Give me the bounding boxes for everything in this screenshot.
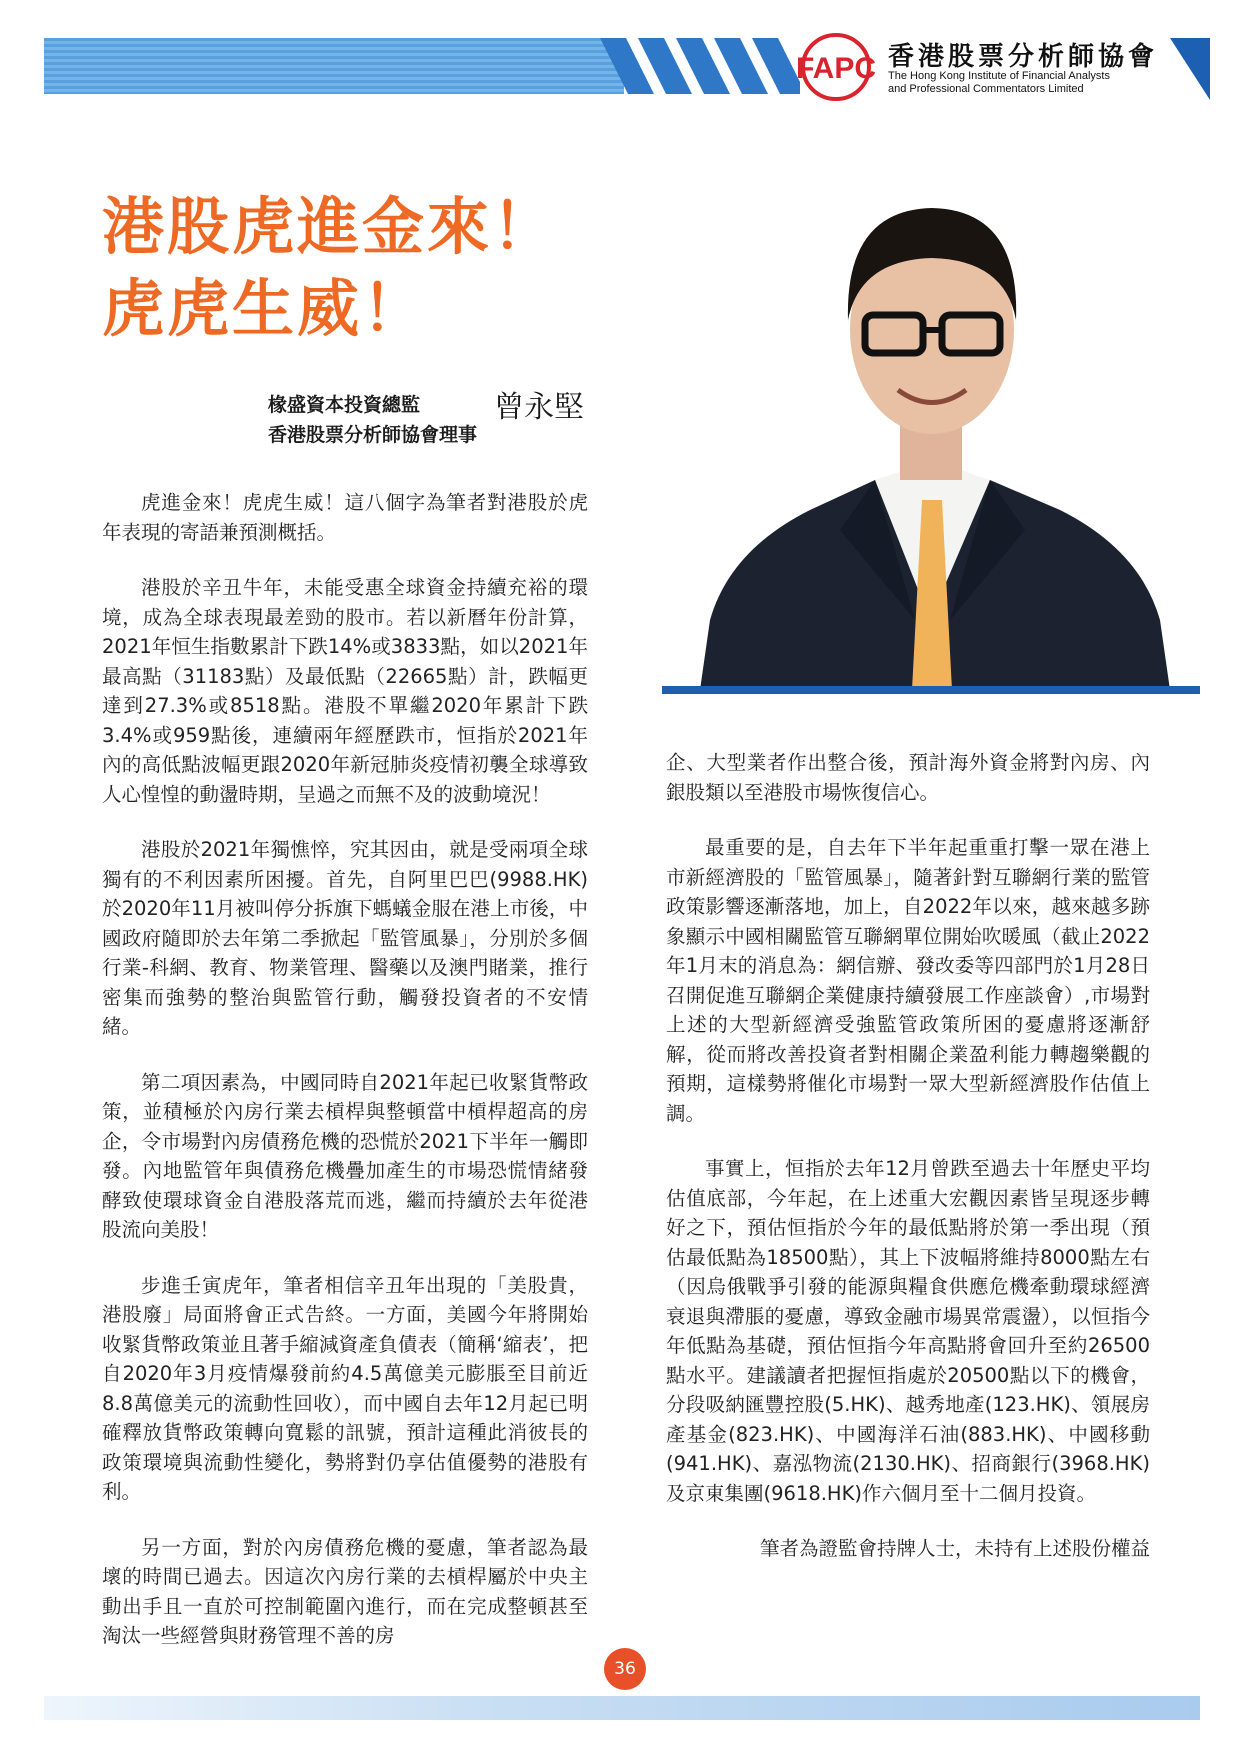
association-logo <box>795 32 877 102</box>
org-name-english-line2: and Professional Commentators Limited <box>888 83 1084 95</box>
paragraph: 步進壬寅虎年，筆者相信辛丑年出現的「美股貴，港股廢」局面將會正式告終。一方面，美國今年將開始收緊貨幣政策並且著手縮減資產負債表（簡稱‘縮表’，把自2020年3月疫情爆發前約4.5萬億美元膨脹至目前近8.8萬億美元的流動性回收），而中國自去年12月起已明確釋放貨幣政策轉向寬鬆的訊號，預計這種此消彼長的政策環境與流動性變化，勢將對仍享估值優勢的港股有利。 <box>102 1273 588 1503</box>
paragraph: 虎進金來！虎虎生威！這八個字為筆者對港股於虎年表現的寄語兼預測概括。 <box>102 491 588 544</box>
paragraph: 事實上，恒指於去年12月曾跌至過去十年歷史平均估值底部，今年起，在上述重大宏觀因素皆呈現逐步轉好之下，預估恒指於今年的最低點將於第一季出現（預估最低點為18500點），其上下波幅將維持8000點左右（因烏俄戰爭引發的能源與糧食供應危機牽動環球經濟衰退與滯脹的憂慮，導致金融市場異常震盪），以恒指今年低點為基礎，預估恒指今年高點將會回升至約26500點水平。建議讀者把握恒指處於20500點以下的機會，分段吸納匯豐控股(5.HK)、越秀地產(123.HK)、領展房產基金(823.HK)、中國海洋石油(883.HK)、中國移動(941.HK)、嘉泓物流(2130.HK)、招商銀行(3968.HK)及京東集團(9618.HK)作六個月至十二個月投資。 <box>666 1157 1150 1505</box>
author-byline <box>268 390 584 450</box>
author-position: 椽盛資本投資總監 <box>268 394 421 416</box>
paragraph: 港股於2021年獨憔悴，究其因由，就是受兩項全球獨有的不利因素所困擾。首先，自阿里巴巴(9988.HK)於2020年11月被叫停分拆旗下螞蟻金服在港上市後，中國政府隨即於去年第二季掀起「監管風暴」，分別於多個行業-科網、教育、物業管理、醫藥以及澳門賭業，推行密集而強勢的整治與監管行動，觸發投資者的不安情緒。 <box>102 838 588 1038</box>
org-name-english <box>888 70 1110 96</box>
article-title-line1: 港股虎進金來！ <box>102 190 558 263</box>
article-column-right <box>666 748 1150 1590</box>
portrait-underline-bar <box>662 686 1200 694</box>
author-portrait <box>660 150 1202 690</box>
paragraph: 第二項因素為，中國同時自2021年起已收緊貨幣政策，並積極於內房行業去槓桿與整頓當中槓桿超高的房企，令市場對內房債務危機的恐慌於2021下半年一觸即發。內地監管年與債務危機疊加產生的市場恐慌情緒發酵致使環球資金自港股落荒而逃，繼而持續於去年從港股流向美股！ <box>102 1070 588 1241</box>
org-name-english-line1: The Hong Kong Institute of Financial Analysts <box>888 70 1110 82</box>
author-position-2: 香港股票分析師協會理事 <box>268 424 478 446</box>
article-title-line2: 虎虎生威！ <box>102 272 428 345</box>
page-number: 36 <box>604 1648 646 1690</box>
header-corner-triangle <box>1170 38 1210 100</box>
paragraph: 港股於辛丑牛年，未能受惠全球資金持續充裕的環境，成為全球表現最差勁的股市。若以新曆年份計算，2021年恒生指數累計下跌14%或3833點，如以2021年最高點（31183點）及最低點（22665點）計，跌幅更達到27.3%或8518點。港股不單繼2020年累計下跌3.4%或959點後，連續兩年經歷跌市，恒指於2021年內的高低點波幅更跟2020年新冠肺炎疫情初襲全球導致人心惶惶的動盪時期，呈過之而無不及的波動境況！ <box>102 576 588 806</box>
header-diagonal-stripes <box>600 38 800 94</box>
article-title <box>102 186 557 350</box>
author-name: 曾永堅 <box>494 390 584 425</box>
footer-band <box>44 1696 1200 1720</box>
header-band <box>44 38 624 94</box>
article-column-left <box>102 488 588 1677</box>
disclaimer: 筆者為證監會持牌人士，未持有上述股份權益 <box>759 1537 1150 1560</box>
paragraph: 最重要的是，自去年下半年起重重打擊一眾在港上市新經濟股的「監管風暴」，隨著針對互聯網行業的監管政策影響逐漸落地，加上，自2022年以來，越來越多跡象顯示中國相關監管互聯網單位開始吹暖風（截止2022年1月末的消息為：網信辦、發改委等四部門於1月28日召開促進互聯網企業健康持續發展工作座談會）,市場對上述的大型新經濟受強監管政策所困的憂慮將逐漸舒解，從而將改善投資者對相關企業盈利能力轉趨樂觀的預期，這樣勢將催化市場對一眾大型新經濟股作估值上調。 <box>666 836 1150 1125</box>
paragraph: 企、大型業者作出整合後，預計海外資金將對內房、內銀股類以至港股市場恢復信心。 <box>666 751 1150 804</box>
paragraph: 另一方面，對於內房債務危機的憂慮，筆者認為最壞的時間已過去。因這次內房行業的去槓桿屬於中央主動出手且一直於可控制範圍內進行，而在完成整頓甚至淘汰一些經營與財務管理不善的房 <box>102 1535 588 1647</box>
svg-text:FAPC: FAPC <box>795 52 877 85</box>
org-name-chinese: 香港股票分析師協會 <box>888 42 1159 72</box>
